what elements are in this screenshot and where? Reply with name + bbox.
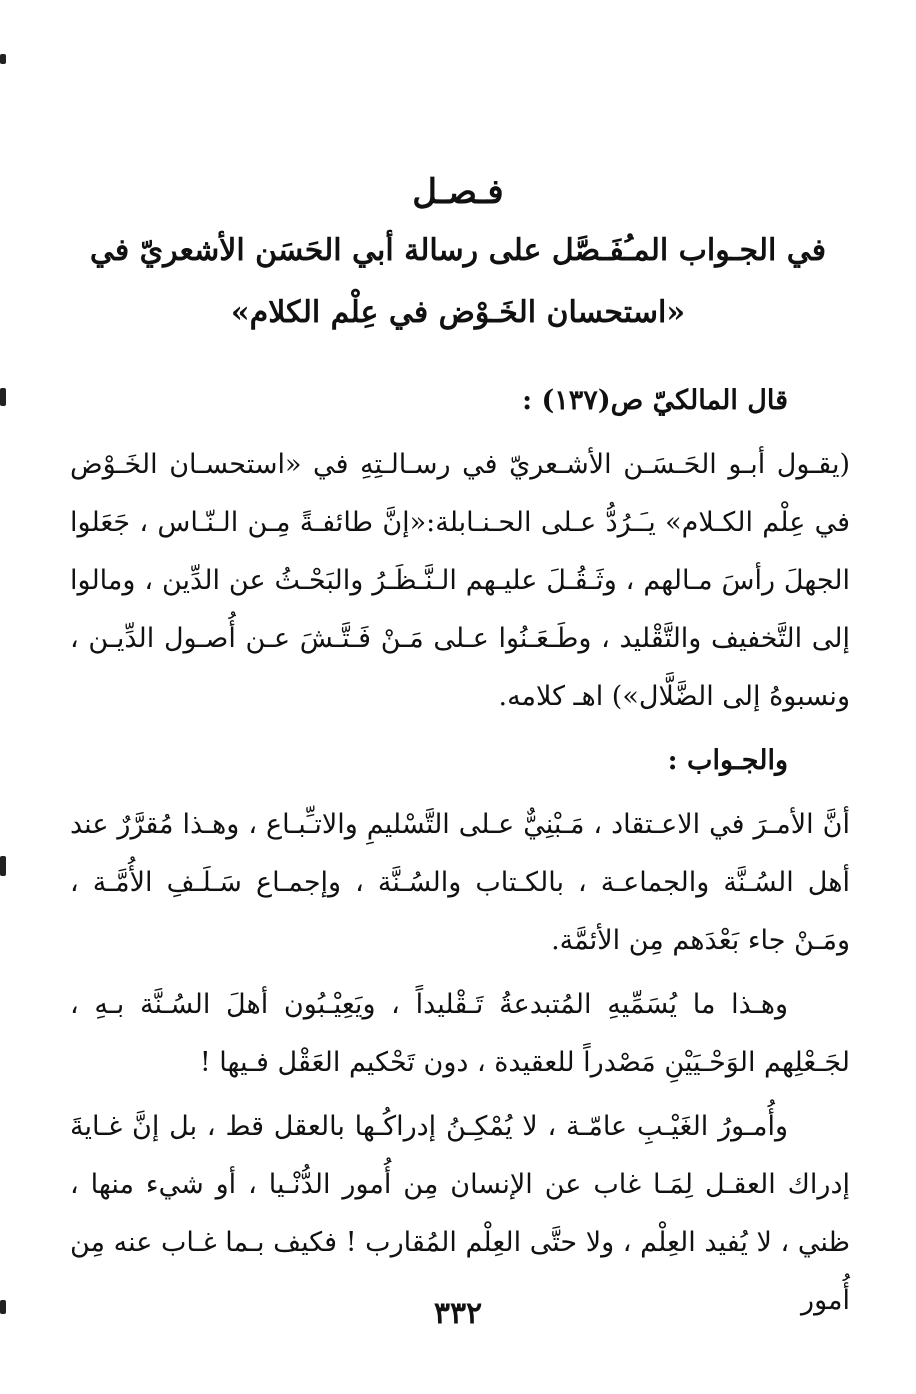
page-number: ٣٣٢	[433, 1296, 483, 1331]
section-label: فـصـل	[412, 172, 504, 212]
answer-heading: والجـواب :	[667, 745, 788, 776]
section-title: في الجـواب المـُفَـصَّل على رسالة أبي الحَسَن الأشعريّ في «استحسان الخَـوْض في عِلْم الكلام»	[89, 233, 827, 330]
quoted-paragraph: (يقـول أبـو الحَـسَـن الأشـعريّ في رسـالـتِهِ في «استحسـان الخَـوْض في عِلْم الكـلام» يـَـرُدُّ عـلى الحـنـابلة:«إنَّ طائفـةً مِـن الـنّـاس ، جَعَلوا الجهلَ رأسَ مـالهم ، وثَـقُـلَ عليـهم الـنَّـظَـرُ والبَحْـثُ عن الدِّين ، ومالوا إلى التَّخفيف والتَّقْليد ، وطَـعَـنُوا عـلى مَـنْ فَـتَّـشَ عـن أُصـول الدِّيـن ، ونسبوهُ إلى الضَّلَّال») اهـ كلامه.	[70, 449, 850, 712]
scan-edge-mark	[0, 388, 6, 406]
body-paragraph: وهـذا ما يُسَمِّيهِ المُتبدعةُ تَـقْليداً ، ويَعِيْـبُون أهلَ السُـنَّة بـهِ ، لجَـعْلِهم الوَحْـيَيْنِ مَصْدراً للعقيدة ، دون تَحْكيم العَقْل فـيها !	[70, 989, 850, 1078]
scan-edge-mark	[0, 54, 6, 64]
body-paragraph: وأُمـورُ الغَيْـبِ عامّـة ، لا يُمْكِـنُ إدراكُـها بالعقل قط ، بل إنَّ غـايةَ إدراك العقـل لِمَـا غاب عن الإنسان مِن أُمور الدُّنْـيا ، أو شيء منها ، ظني ، لا يُفيد العِلْم ، ولا حتَّى العِلْم المُقارب ! فكيف بـما غـاب عنه مِن أُمور	[70, 1111, 850, 1316]
quote-intro: قال المالكيّ ص(١٣٧) :	[522, 385, 788, 416]
scan-edge-mark	[0, 856, 6, 876]
answer-paragraph: أنَّ الأمـرَ في الاعـتقاد ، مَـبْنِيٌّ عـلى التَّسْليمِ والاتـِّبـاع ، وهـذا مُقرَّرٌ عند أهل السُـنَّة والجماعـة ، بالكـتاب والسُـنَّة ، وإجمـاع سَـلَـفِ الأُمَّـة ، ومَـنْ جاء بَعْدَهم مِن الأئمَّة.	[70, 809, 850, 956]
main-text	[70, 372, 850, 1336]
chapter-heading	[70, 168, 846, 344]
